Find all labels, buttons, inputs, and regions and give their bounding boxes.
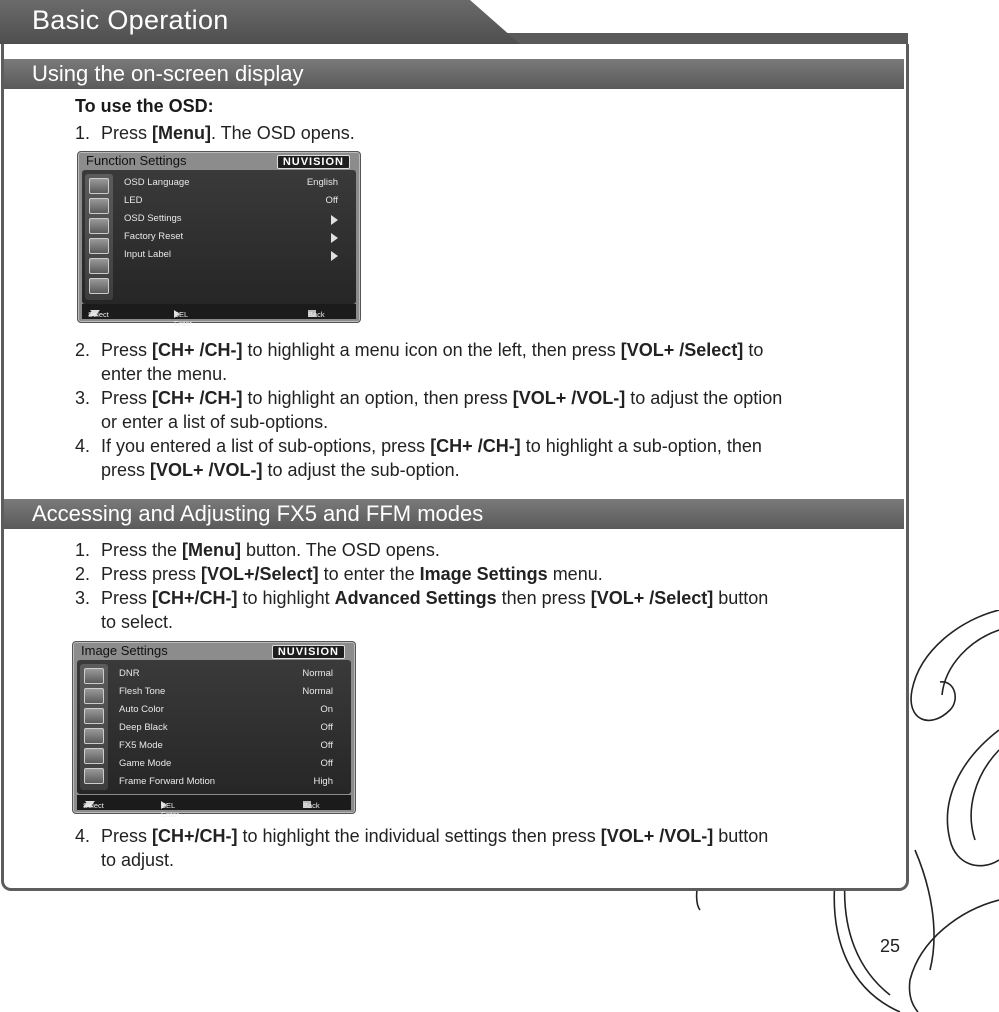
osd-title: Image Settings: [81, 643, 168, 658]
step-text: Press [CH+ /CH-] to highlight a menu icon on the left, then press [VOL+ /Select] to enter the menu.: [101, 340, 764, 384]
step-text: Press [CH+ /CH-] to highlight an option, then press [VOL+ /VOL-] to adjust the option or enter a list of sub-options.: [101, 388, 783, 432]
setup-icon: [89, 218, 109, 234]
osd-function-settings: [77, 151, 361, 328]
setup-icon: [84, 708, 104, 724]
osd-row: DNR Normal: [119, 668, 333, 679]
osd-icon-column: [80, 664, 108, 790]
nuvision-logo: NUVISION: [277, 155, 350, 169]
osd-row: Frame Forward Motion High: [119, 776, 333, 787]
section-title: Accessing and Adjusting FX5 and FFM modes: [32, 501, 484, 526]
picture-icon: [89, 178, 109, 194]
source-icon: [89, 258, 109, 274]
chevron-right-icon: [331, 251, 338, 261]
step-number: 3.: [75, 588, 91, 608]
nuvision-logo: NUVISION: [272, 645, 345, 659]
step-number: 4.: [75, 826, 91, 846]
step-text: If you entered a list of sub-options, press [CH+ /CH-] to highlight a sub-option, then press [VOL+ /VOL-] to adjust the sub-option.: [101, 436, 762, 480]
step-number: 1.: [75, 123, 91, 143]
sound-icon: [89, 198, 109, 214]
osd-image-settings: [72, 641, 356, 819]
osd-body: [77, 660, 351, 794]
step-text: Press [Menu]. The OSD opens.: [101, 123, 355, 143]
step-number: 4.: [75, 436, 91, 456]
step-number: 2.: [75, 340, 91, 360]
step-number: 3.: [75, 388, 91, 408]
function-icon: [89, 238, 109, 254]
step-number: 1.: [75, 540, 91, 560]
function-icon: [84, 728, 104, 744]
osd-footer: Select SEL Enter Back: [82, 304, 356, 319]
osd-row: Factory Reset: [124, 228, 338, 246]
chevron-right-icon: [331, 233, 338, 243]
step-text: Press press [VOL+/Select] to enter the Image Settings menu.: [101, 564, 603, 584]
osd-footer: Select SEL Enter Back: [77, 795, 351, 810]
osd-row: Flesh Tone Normal: [119, 686, 333, 697]
osd-row: OSD Language English: [124, 177, 338, 188]
osd-row: Game Mode Off: [119, 758, 333, 769]
sound-icon: [84, 688, 104, 704]
osd-row: LED Off: [124, 195, 338, 206]
section-title: Using the on-screen display: [32, 61, 304, 86]
osd-row: Input Label: [124, 246, 338, 264]
step-number: 2.: [75, 564, 91, 584]
osd-row: Auto Color On: [119, 704, 333, 715]
osd-row: Deep Black Off: [119, 722, 333, 733]
subheading: To use the OSD:: [75, 96, 214, 116]
step-text: Press [CH+/CH-] to highlight the individual settings then press [VOL+ /VOL-] button to adjust.: [101, 826, 769, 870]
step-text: Press the [Menu] button. The OSD opens.: [101, 540, 440, 560]
step-text: Press [CH+/CH-] to highlight Advanced Settings then press [VOL+ /Select] button to select.: [101, 588, 769, 632]
picture-icon: [84, 668, 104, 684]
section-header-fx5-ffm: [4, 499, 904, 529]
osd-body: [82, 170, 356, 304]
page-title: Basic Operation: [32, 5, 229, 35]
osd-row: FX5 Mode Off: [119, 740, 333, 751]
lock-icon: [89, 278, 109, 294]
osd-row: OSD Settings: [124, 210, 338, 228]
source-icon: [84, 748, 104, 764]
osd-title: Function Settings: [86, 153, 187, 168]
osd-icon-column: [85, 174, 113, 300]
chevron-right-icon: [331, 215, 338, 225]
section-header-osd: [4, 59, 904, 89]
page-number: 25: [880, 936, 901, 956]
lock-icon: [84, 768, 104, 784]
